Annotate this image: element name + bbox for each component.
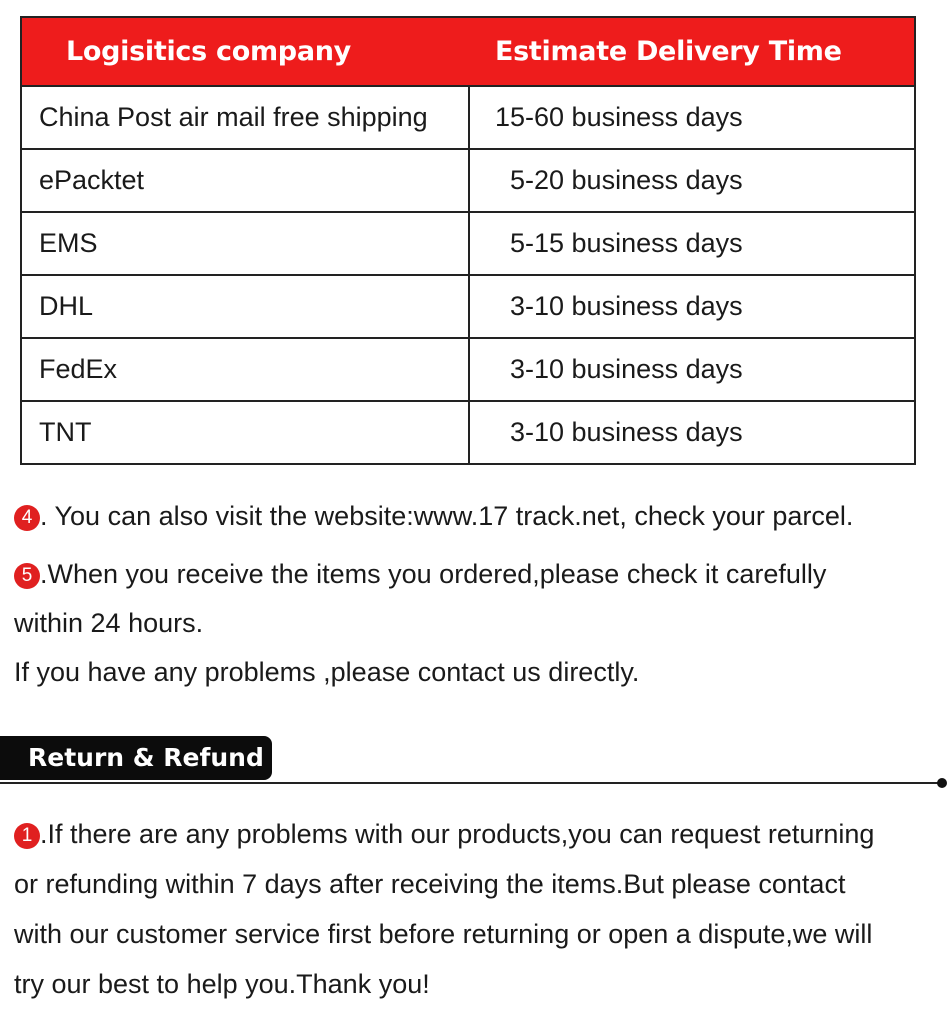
contact-note: If you have any problems ,please contact us directly. [14,657,640,687]
table-header-row [21,17,915,86]
note-item-4 [14,492,853,541]
note-item-5 [14,550,826,599]
number-5-badge-icon: 5 [14,563,40,589]
return-item-1-line3: with our customer service first before returning or open a dispute,we will [14,919,873,949]
number-1-badge-icon: 1 [14,823,40,849]
table-row [21,86,915,149]
time-cell: 3-10 business days [469,275,915,338]
time-cell: 5-15 business days [469,212,915,275]
note-item-4-text: . You can also visit the website:www.17 track.net, check your parcel. [40,501,854,531]
table-row [21,401,915,464]
time-cell: 3-10 business days [469,401,915,464]
company-cell: EMS [21,212,469,275]
company-cell: FedEx [21,338,469,401]
divider-end-dot-icon [937,778,947,788]
header-company: Logisitics company [21,17,469,86]
return-item-1 [14,810,874,859]
table-row [21,212,915,275]
return-item-1-line4: try our best to help you.Thank you! [14,969,430,999]
section-title: Return & Refund [0,736,272,780]
company-cell: ePacktet [21,149,469,212]
time-cell: 3-10 business days [469,338,915,401]
shipping-table-container [20,16,914,465]
time-cell: 15-60 business days [469,86,915,149]
header-delivery-time: Estimate Delivery Time [469,17,915,86]
table-row [21,149,915,212]
number-4-badge-icon: 4 [14,505,40,531]
company-cell: TNT [21,401,469,464]
company-cell: China Post air mail free shipping [21,86,469,149]
return-item-1-line1: .If there are any problems with our products,you can request returning [40,819,875,849]
section-divider [0,782,940,784]
company-cell: DHL [21,275,469,338]
time-cell: 5-20 business days [469,149,915,212]
shipping-table [20,16,916,465]
table-row [21,338,915,401]
return-item-1-line2: or refunding within 7 days after receiving the items.But please contact [14,869,846,899]
note-item-5-line2: within 24 hours. [14,608,204,638]
note-item-5-line1: .When you receive the items you ordered,please check it carefully [40,559,827,589]
table-row [21,275,915,338]
return-refund-header [0,736,280,782]
